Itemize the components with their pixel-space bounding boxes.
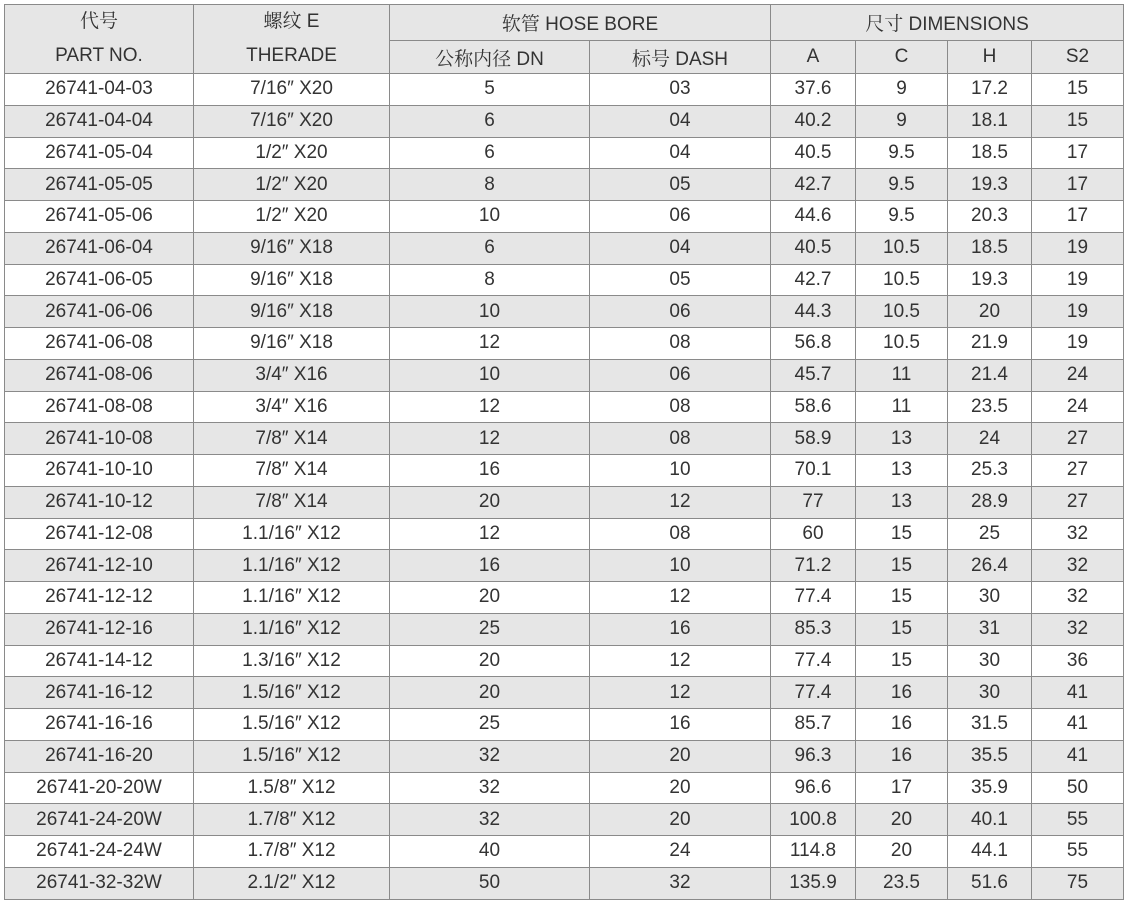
dimension-a-cell: 58.6	[771, 391, 856, 423]
table-row	[5, 264, 1124, 296]
part-number-cell: 26741-08-08	[5, 391, 194, 423]
dimension-a-cell: 77.4	[771, 645, 856, 677]
part-number-cell: 26741-20-20W	[5, 772, 194, 804]
part-number-cell: 26741-06-04	[5, 232, 194, 264]
dimension-h-cell: 44.1	[948, 836, 1032, 868]
dn-cell: 12	[390, 328, 590, 360]
dimension-h-cell: 30	[948, 677, 1032, 709]
dimension-a-cell: 60	[771, 518, 856, 550]
part-number-header-cn: 代号	[79, 11, 118, 32]
dash-cell: 20	[590, 772, 771, 804]
table-row	[5, 328, 1124, 360]
dimension-c-cell: 11	[856, 359, 948, 391]
dimension-h-cell: 21.9	[948, 328, 1032, 360]
dn-cell: 6	[390, 105, 590, 137]
dn-cell: 8	[390, 169, 590, 201]
part-number-cell: 26741-12-12	[5, 582, 194, 614]
dimension-h-cell: 24	[948, 423, 1032, 455]
dimension-a-cell: 70.1	[771, 455, 856, 487]
dimension-h-cell: 19.3	[948, 169, 1032, 201]
part-number-cell: 26741-10-08	[5, 423, 194, 455]
dimension-a-cell: 42.7	[771, 264, 856, 296]
thread-cell: 3/4″ X16	[194, 359, 390, 391]
dimension-c-cell: 15	[856, 550, 948, 582]
thread-cell: 1.1/16″ X12	[194, 518, 390, 550]
dn-cell: 40	[390, 836, 590, 868]
table-row	[5, 296, 1124, 328]
dimension-s2-cell: 24	[1032, 359, 1124, 391]
dash-cell: 04	[590, 137, 771, 169]
dash-cell: 16	[590, 709, 771, 741]
dash-cell: 05	[590, 169, 771, 201]
dimension-a-cell: 100.8	[771, 804, 856, 836]
dimension-h-cell: 17.2	[948, 74, 1032, 106]
part-number-cell: 26741-16-20	[5, 740, 194, 772]
dn-cell: 32	[390, 804, 590, 836]
thread-cell: 1/2″ X20	[194, 137, 390, 169]
dimension-a-cell: 44.3	[771, 296, 856, 328]
dimension-s2-cell: 19	[1032, 328, 1124, 360]
dn-cell: 6	[390, 232, 590, 264]
part-number-cell: 26741-05-06	[5, 201, 194, 233]
thread-cell: 1.5/16″ X12	[194, 709, 390, 741]
dimension-s2-cell: 41	[1032, 677, 1124, 709]
dimension-s2-cell: 15	[1032, 105, 1124, 137]
thread-cell: 3/4″ X16	[194, 391, 390, 423]
dn-cell: 25	[390, 613, 590, 645]
dash-cell: 04	[590, 105, 771, 137]
thread-cell: 1/2″ X20	[194, 169, 390, 201]
specification-table	[4, 4, 1124, 900]
table-row	[5, 645, 1124, 677]
dimension-h-cell: 51.6	[948, 867, 1032, 899]
dimension-s2-cell: 32	[1032, 518, 1124, 550]
dimension-s2-cell: 15	[1032, 74, 1124, 106]
table-row	[5, 709, 1124, 741]
dash-cell: 12	[590, 645, 771, 677]
table-row	[5, 201, 1124, 233]
part-number-cell: 26741-04-03	[5, 74, 194, 106]
dimension-s2-cell: 19	[1032, 264, 1124, 296]
dimensions-header: 尺寸 DIMENSIONS	[771, 5, 1124, 41]
dimension-h-header: H	[948, 41, 1032, 74]
dimension-s2-cell: 41	[1032, 740, 1124, 772]
dash-cell: 20	[590, 804, 771, 836]
dimension-s2-cell: 32	[1032, 582, 1124, 614]
dimension-c-cell: 13	[856, 486, 948, 518]
dimension-s2-cell: 41	[1032, 709, 1124, 741]
dimension-c-cell: 15	[856, 518, 948, 550]
dimension-s2-cell: 17	[1032, 137, 1124, 169]
dash-cell: 03	[590, 74, 771, 106]
dash-cell: 32	[590, 867, 771, 899]
dimension-a-cell: 135.9	[771, 867, 856, 899]
table-row	[5, 550, 1124, 582]
thread-cell: 1.1/16″ X12	[194, 613, 390, 645]
part-number-header-en: PART NO.	[55, 45, 143, 66]
table-row	[5, 613, 1124, 645]
dimension-c-cell: 11	[856, 391, 948, 423]
table-row	[5, 232, 1124, 264]
dimension-c-cell: 23.5	[856, 867, 948, 899]
table-row	[5, 867, 1124, 899]
dimension-h-cell: 30	[948, 645, 1032, 677]
table-row	[5, 836, 1124, 868]
dn-cell: 5	[390, 74, 590, 106]
dimension-c-cell: 9	[856, 105, 948, 137]
dimension-c-cell: 10.5	[856, 232, 948, 264]
dash-cell: 08	[590, 423, 771, 455]
dimension-c-cell: 10.5	[856, 264, 948, 296]
dimension-h-cell: 28.9	[948, 486, 1032, 518]
table-row	[5, 423, 1124, 455]
dimension-c-cell: 10.5	[856, 328, 948, 360]
part-number-cell: 26741-12-08	[5, 518, 194, 550]
dash-cell: 24	[590, 836, 771, 868]
dimension-s2-cell: 55	[1032, 836, 1124, 868]
table-row	[5, 740, 1124, 772]
dimension-a-cell: 40.5	[771, 137, 856, 169]
part-number-cell: 26741-12-10	[5, 550, 194, 582]
dimension-a-cell: 58.9	[771, 423, 856, 455]
part-number-cell: 26741-04-04	[5, 105, 194, 137]
part-number-cell: 26741-06-06	[5, 296, 194, 328]
thread-cell: 9/16″ X18	[194, 328, 390, 360]
table-row	[5, 804, 1124, 836]
dimension-s2-cell: 27	[1032, 423, 1124, 455]
thread-header	[194, 5, 390, 74]
dimension-h-cell: 21.4	[948, 359, 1032, 391]
dimension-h-cell: 25.3	[948, 455, 1032, 487]
dn-cell: 6	[390, 137, 590, 169]
thread-cell: 7/8″ X14	[194, 423, 390, 455]
part-number-cell: 26741-16-12	[5, 677, 194, 709]
dimension-s2-cell: 32	[1032, 550, 1124, 582]
dimension-s2-cell: 19	[1032, 232, 1124, 264]
dimension-h-cell: 19.3	[948, 264, 1032, 296]
dimension-s2-cell: 24	[1032, 391, 1124, 423]
thread-header-cn: 螺纹 E	[263, 11, 320, 32]
dn-cell: 32	[390, 740, 590, 772]
dimension-c-cell: 13	[856, 455, 948, 487]
dn-cell: 32	[390, 772, 590, 804]
dimension-a-header: A	[771, 41, 856, 74]
table-row	[5, 772, 1124, 804]
dimension-c-cell: 20	[856, 804, 948, 836]
dimension-h-cell: 20.3	[948, 201, 1032, 233]
dn-cell: 10	[390, 201, 590, 233]
dimension-s2-cell: 32	[1032, 613, 1124, 645]
dimension-a-cell: 37.6	[771, 74, 856, 106]
dn-cell: 20	[390, 582, 590, 614]
dimension-s2-cell: 36	[1032, 645, 1124, 677]
dimension-c-cell: 17	[856, 772, 948, 804]
dash-cell: 06	[590, 296, 771, 328]
dimension-h-cell: 18.5	[948, 137, 1032, 169]
part-number-cell: 26741-16-16	[5, 709, 194, 741]
thread-cell: 1.7/8″ X12	[194, 804, 390, 836]
dimension-s2-cell: 75	[1032, 867, 1124, 899]
thread-cell: 9/16″ X18	[194, 264, 390, 296]
dimension-h-cell: 31.5	[948, 709, 1032, 741]
part-number-cell: 26741-10-10	[5, 455, 194, 487]
dn-cell: 12	[390, 518, 590, 550]
thread-cell: 7/16″ X20	[194, 105, 390, 137]
table-row	[5, 518, 1124, 550]
dimension-a-cell: 42.7	[771, 169, 856, 201]
thread-cell: 1.7/8″ X12	[194, 836, 390, 868]
table-row	[5, 105, 1124, 137]
thread-cell: 7/16″ X20	[194, 74, 390, 106]
dn-cell: 20	[390, 486, 590, 518]
dn-cell: 25	[390, 709, 590, 741]
dash-cell: 20	[590, 740, 771, 772]
part-number-cell: 26741-24-20W	[5, 804, 194, 836]
part-number-cell: 26741-05-05	[5, 169, 194, 201]
dimension-h-cell: 40.1	[948, 804, 1032, 836]
dimension-a-cell: 96.6	[771, 772, 856, 804]
dash-cell: 10	[590, 455, 771, 487]
dimension-h-cell: 35.9	[948, 772, 1032, 804]
part-number-cell: 26741-14-12	[5, 645, 194, 677]
dimension-a-cell: 40.2	[771, 105, 856, 137]
dimension-a-cell: 40.5	[771, 232, 856, 264]
dimension-s2-cell: 27	[1032, 486, 1124, 518]
dimension-h-cell: 35.5	[948, 740, 1032, 772]
thread-cell: 1.5/16″ X12	[194, 677, 390, 709]
dimension-s2-cell: 19	[1032, 296, 1124, 328]
table-row	[5, 455, 1124, 487]
dash-cell: 12	[590, 582, 771, 614]
dn-cell: 50	[390, 867, 590, 899]
thread-cell: 1.3/16″ X12	[194, 645, 390, 677]
dash-cell: 12	[590, 677, 771, 709]
dash-cell: 04	[590, 232, 771, 264]
thread-cell: 9/16″ X18	[194, 296, 390, 328]
dimension-c-cell: 15	[856, 645, 948, 677]
dimension-a-cell: 45.7	[771, 359, 856, 391]
dimension-h-cell: 18.1	[948, 105, 1032, 137]
hose-bore-header: 软管 HOSE BORE	[390, 5, 771, 41]
dimension-c-cell: 9	[856, 74, 948, 106]
dimension-c-header: C	[856, 41, 948, 74]
part-number-cell: 26741-06-05	[5, 264, 194, 296]
part-number-cell: 26741-12-16	[5, 613, 194, 645]
thread-cell: 1.5/16″ X12	[194, 740, 390, 772]
dimension-c-cell: 9.5	[856, 137, 948, 169]
dimension-s2-cell: 50	[1032, 772, 1124, 804]
part-number-cell: 26741-08-06	[5, 359, 194, 391]
thread-cell: 1.5/8″ X12	[194, 772, 390, 804]
part-number-cell: 26741-24-24W	[5, 836, 194, 868]
dimension-a-cell: 77	[771, 486, 856, 518]
dimension-h-cell: 26.4	[948, 550, 1032, 582]
dimension-c-cell: 16	[856, 709, 948, 741]
dimension-c-cell: 15	[856, 613, 948, 645]
dimension-a-cell: 56.8	[771, 328, 856, 360]
table-row	[5, 677, 1124, 709]
dash-cell: 16	[590, 613, 771, 645]
table-header	[5, 5, 1124, 74]
dash-cell: 06	[590, 359, 771, 391]
dimension-a-cell: 71.2	[771, 550, 856, 582]
thread-cell: 7/8″ X14	[194, 455, 390, 487]
dimension-s2-cell: 27	[1032, 455, 1124, 487]
dimension-h-cell: 30	[948, 582, 1032, 614]
dimension-c-cell: 9.5	[856, 201, 948, 233]
dimension-s2-cell: 55	[1032, 804, 1124, 836]
dash-cell: 08	[590, 328, 771, 360]
thread-cell: 1.1/16″ X12	[194, 550, 390, 582]
part-number-cell: 26741-10-12	[5, 486, 194, 518]
dimension-h-cell: 20	[948, 296, 1032, 328]
table-body	[5, 74, 1124, 900]
dimension-c-cell: 9.5	[856, 169, 948, 201]
dimension-a-cell: 44.6	[771, 201, 856, 233]
dimension-a-cell: 85.3	[771, 613, 856, 645]
dimension-a-cell: 96.3	[771, 740, 856, 772]
dn-header: 公称内径 DN	[390, 41, 590, 74]
table-row	[5, 169, 1124, 201]
dash-cell: 12	[590, 486, 771, 518]
table-row	[5, 486, 1124, 518]
dimension-s2-header: S2	[1032, 41, 1124, 74]
dn-cell: 12	[390, 423, 590, 455]
dash-cell: 05	[590, 264, 771, 296]
table-row	[5, 137, 1124, 169]
dn-cell: 10	[390, 359, 590, 391]
table-row	[5, 359, 1124, 391]
part-number-cell: 26741-32-32W	[5, 867, 194, 899]
thread-cell: 9/16″ X18	[194, 232, 390, 264]
part-number-cell: 26741-06-08	[5, 328, 194, 360]
dimension-s2-cell: 17	[1032, 169, 1124, 201]
dimension-h-cell: 25	[948, 518, 1032, 550]
dimension-h-cell: 31	[948, 613, 1032, 645]
thread-header-en: THERADE	[246, 45, 337, 66]
dash-header: 标号 DASH	[590, 41, 771, 74]
dash-cell: 06	[590, 201, 771, 233]
dn-cell: 8	[390, 264, 590, 296]
dimension-c-cell: 20	[856, 836, 948, 868]
dimension-c-cell: 16	[856, 740, 948, 772]
dimension-a-cell: 77.4	[771, 582, 856, 614]
dn-cell: 10	[390, 296, 590, 328]
dimension-h-cell: 18.5	[948, 232, 1032, 264]
thread-cell: 2.1/2″ X12	[194, 867, 390, 899]
dimension-h-cell: 23.5	[948, 391, 1032, 423]
dimension-c-cell: 10.5	[856, 296, 948, 328]
table-row	[5, 391, 1124, 423]
dimension-c-cell: 15	[856, 582, 948, 614]
table-row	[5, 582, 1124, 614]
thread-cell: 1/2″ X20	[194, 201, 390, 233]
dn-cell: 16	[390, 455, 590, 487]
dash-cell: 08	[590, 518, 771, 550]
thread-cell: 7/8″ X14	[194, 486, 390, 518]
dash-cell: 10	[590, 550, 771, 582]
dn-cell: 12	[390, 391, 590, 423]
dimension-a-cell: 85.7	[771, 709, 856, 741]
dash-cell: 08	[590, 391, 771, 423]
thread-cell: 1.1/16″ X12	[194, 582, 390, 614]
dimension-c-cell: 13	[856, 423, 948, 455]
part-number-header	[5, 5, 194, 74]
part-number-cell: 26741-05-04	[5, 137, 194, 169]
table-row	[5, 74, 1124, 106]
dimension-a-cell: 114.8	[771, 836, 856, 868]
dn-cell: 20	[390, 645, 590, 677]
dn-cell: 20	[390, 677, 590, 709]
dimension-s2-cell: 17	[1032, 201, 1124, 233]
dimension-a-cell: 77.4	[771, 677, 856, 709]
dimension-c-cell: 16	[856, 677, 948, 709]
dn-cell: 16	[390, 550, 590, 582]
